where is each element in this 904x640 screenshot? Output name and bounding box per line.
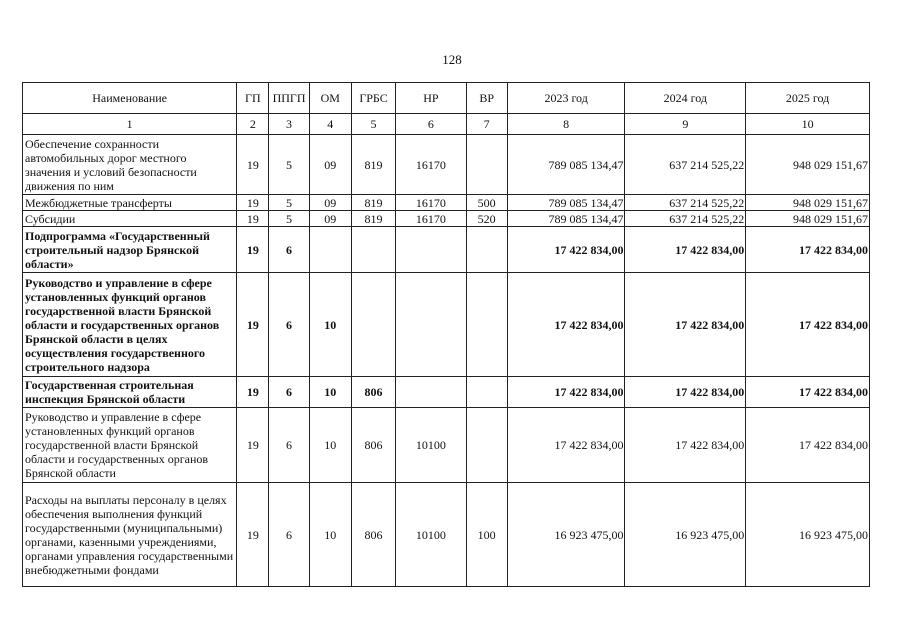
- cell-grbs: 819: [351, 211, 395, 227]
- table-row: [23, 408, 870, 483]
- cell-grbs: [351, 273, 395, 377]
- cell-vr: 100: [466, 483, 507, 587]
- cell-gp: 19: [237, 408, 269, 483]
- cell-nr: [396, 377, 466, 408]
- page-number: 128: [442, 52, 462, 67]
- cell-om: [309, 227, 351, 273]
- cell-om: 10: [309, 408, 351, 483]
- cell-2023: 17 422 834,00: [507, 273, 625, 377]
- cell-name: Межбюджетные трансферты: [23, 195, 237, 211]
- cell-nr: 16170: [396, 135, 466, 195]
- header-nr: НР: [396, 83, 466, 114]
- cell-om: 10: [309, 377, 351, 408]
- cell-nr: 16170: [396, 211, 466, 227]
- cell-2023: 789 085 134,47: [507, 135, 625, 195]
- cell-2024: 637 214 525,22: [625, 135, 746, 195]
- cell-ppgp: 6: [269, 377, 309, 408]
- table-row: [23, 211, 870, 227]
- cell-name: Руководство и управление в сфере установленных функций органов государственной власти Брянской области и государственных органов Брянской области в целях осуществления государственного строительного надзора: [23, 273, 237, 377]
- cell-2025: 17 422 834,00: [746, 408, 870, 483]
- cell-2025: 16 923 475,00: [746, 483, 870, 587]
- header-name: Наименование: [23, 83, 237, 114]
- cell-2023: 789 085 134,47: [507, 211, 625, 227]
- cell-ppgp: 6: [269, 483, 309, 587]
- cell-gp: 19: [237, 211, 269, 227]
- column-number: 8: [507, 114, 625, 135]
- cell-2024: 637 214 525,22: [625, 211, 746, 227]
- cell-name: Расходы на выплаты персоналу в целях обеспечения выполнения функций государственными (муниципальными) органами, казенными учреждениями, органами управления государственными внебюджетными фондами: [23, 483, 237, 587]
- header-row: [23, 83, 870, 114]
- table-row: [23, 377, 870, 408]
- cell-2024: 17 422 834,00: [625, 377, 746, 408]
- cell-ppgp: 5: [269, 135, 309, 195]
- header-ppgp: ППГП: [269, 83, 309, 114]
- cell-vr: [466, 135, 507, 195]
- table-row: [23, 483, 870, 587]
- cell-grbs: [351, 227, 395, 273]
- cell-name: Субсидии: [23, 211, 237, 227]
- header-om: ОМ: [309, 83, 351, 114]
- cell-om: 09: [309, 135, 351, 195]
- cell-2025: 948 029 151,67: [746, 135, 870, 195]
- column-number: 3: [269, 114, 309, 135]
- cell-om: 09: [309, 211, 351, 227]
- cell-ppgp: 6: [269, 227, 309, 273]
- cell-ppgp: 5: [269, 211, 309, 227]
- cell-2023: 16 923 475,00: [507, 483, 625, 587]
- header-2024: 2024 год: [625, 83, 746, 114]
- cell-grbs: 806: [351, 377, 395, 408]
- cell-nr: 10100: [396, 483, 466, 587]
- cell-2025: 17 422 834,00: [746, 273, 870, 377]
- cell-vr: [466, 227, 507, 273]
- cell-gp: 19: [237, 227, 269, 273]
- column-number: 6: [396, 114, 466, 135]
- column-number: 2: [237, 114, 269, 135]
- cell-grbs: 806: [351, 408, 395, 483]
- cell-name: Обеспечение сохранности автомобильных дорог местного значения и условий безопасности движения по ним: [23, 135, 237, 195]
- cell-2023: 789 085 134,47: [507, 195, 625, 211]
- cell-nr: 10100: [396, 408, 466, 483]
- cell-2023: 17 422 834,00: [507, 227, 625, 273]
- cell-grbs: 806: [351, 483, 395, 587]
- cell-gp: 19: [237, 377, 269, 408]
- cell-ppgp: 6: [269, 273, 309, 377]
- cell-vr: [466, 377, 507, 408]
- cell-ppgp: 6: [269, 408, 309, 483]
- cell-name: Руководство и управление в сфере установленных функций органов государственной власти Брянской области и государственных органов Брянской области: [23, 408, 237, 483]
- cell-nr: [396, 227, 466, 273]
- table-row: [23, 273, 870, 377]
- cell-vr: 500: [466, 195, 507, 211]
- column-number: 4: [309, 114, 351, 135]
- table-row: [23, 195, 870, 211]
- cell-om: 10: [309, 273, 351, 377]
- cell-2025: 17 422 834,00: [746, 227, 870, 273]
- cell-nr: 16170: [396, 195, 466, 211]
- table-row: [23, 135, 870, 195]
- cell-grbs: 819: [351, 135, 395, 195]
- header-gp: ГП: [237, 83, 269, 114]
- cell-gp: 19: [237, 195, 269, 211]
- cell-gp: 19: [237, 483, 269, 587]
- header-vr: ВР: [466, 83, 507, 114]
- budget-table: [22, 82, 870, 587]
- cell-vr: 520: [466, 211, 507, 227]
- header-2025: 2025 год: [746, 83, 870, 114]
- cell-name: Подпрограмма «Государственный строительный надзор Брянской области»: [23, 227, 237, 273]
- cell-2024: 17 422 834,00: [625, 408, 746, 483]
- cell-2025: 17 422 834,00: [746, 377, 870, 408]
- column-number-row: [23, 114, 870, 135]
- cell-2025: 948 029 151,67: [746, 195, 870, 211]
- table-body: [23, 135, 870, 587]
- cell-vr: [466, 273, 507, 377]
- column-number: 1: [23, 114, 237, 135]
- cell-2024: 17 422 834,00: [625, 273, 746, 377]
- cell-2025: 948 029 151,67: [746, 211, 870, 227]
- cell-name: Государственная строительная инспекция Брянской области: [23, 377, 237, 408]
- cell-2023: 17 422 834,00: [507, 408, 625, 483]
- header-grbs: ГРБС: [351, 83, 395, 114]
- cell-2023: 17 422 834,00: [507, 377, 625, 408]
- cell-om: 10: [309, 483, 351, 587]
- header-2023: 2023 год: [507, 83, 625, 114]
- cell-nr: [396, 273, 466, 377]
- cell-2024: 16 923 475,00: [625, 483, 746, 587]
- cell-om: 09: [309, 195, 351, 211]
- cell-gp: 19: [237, 135, 269, 195]
- cell-grbs: 819: [351, 195, 395, 211]
- table-row: [23, 227, 870, 273]
- cell-gp: 19: [237, 273, 269, 377]
- cell-vr: [466, 408, 507, 483]
- cell-ppgp: 5: [269, 195, 309, 211]
- cell-2024: 17 422 834,00: [625, 227, 746, 273]
- column-number: 7: [466, 114, 507, 135]
- column-number: 5: [351, 114, 395, 135]
- column-number: 9: [625, 114, 746, 135]
- cell-2024: 637 214 525,22: [625, 195, 746, 211]
- column-number: 10: [746, 114, 870, 135]
